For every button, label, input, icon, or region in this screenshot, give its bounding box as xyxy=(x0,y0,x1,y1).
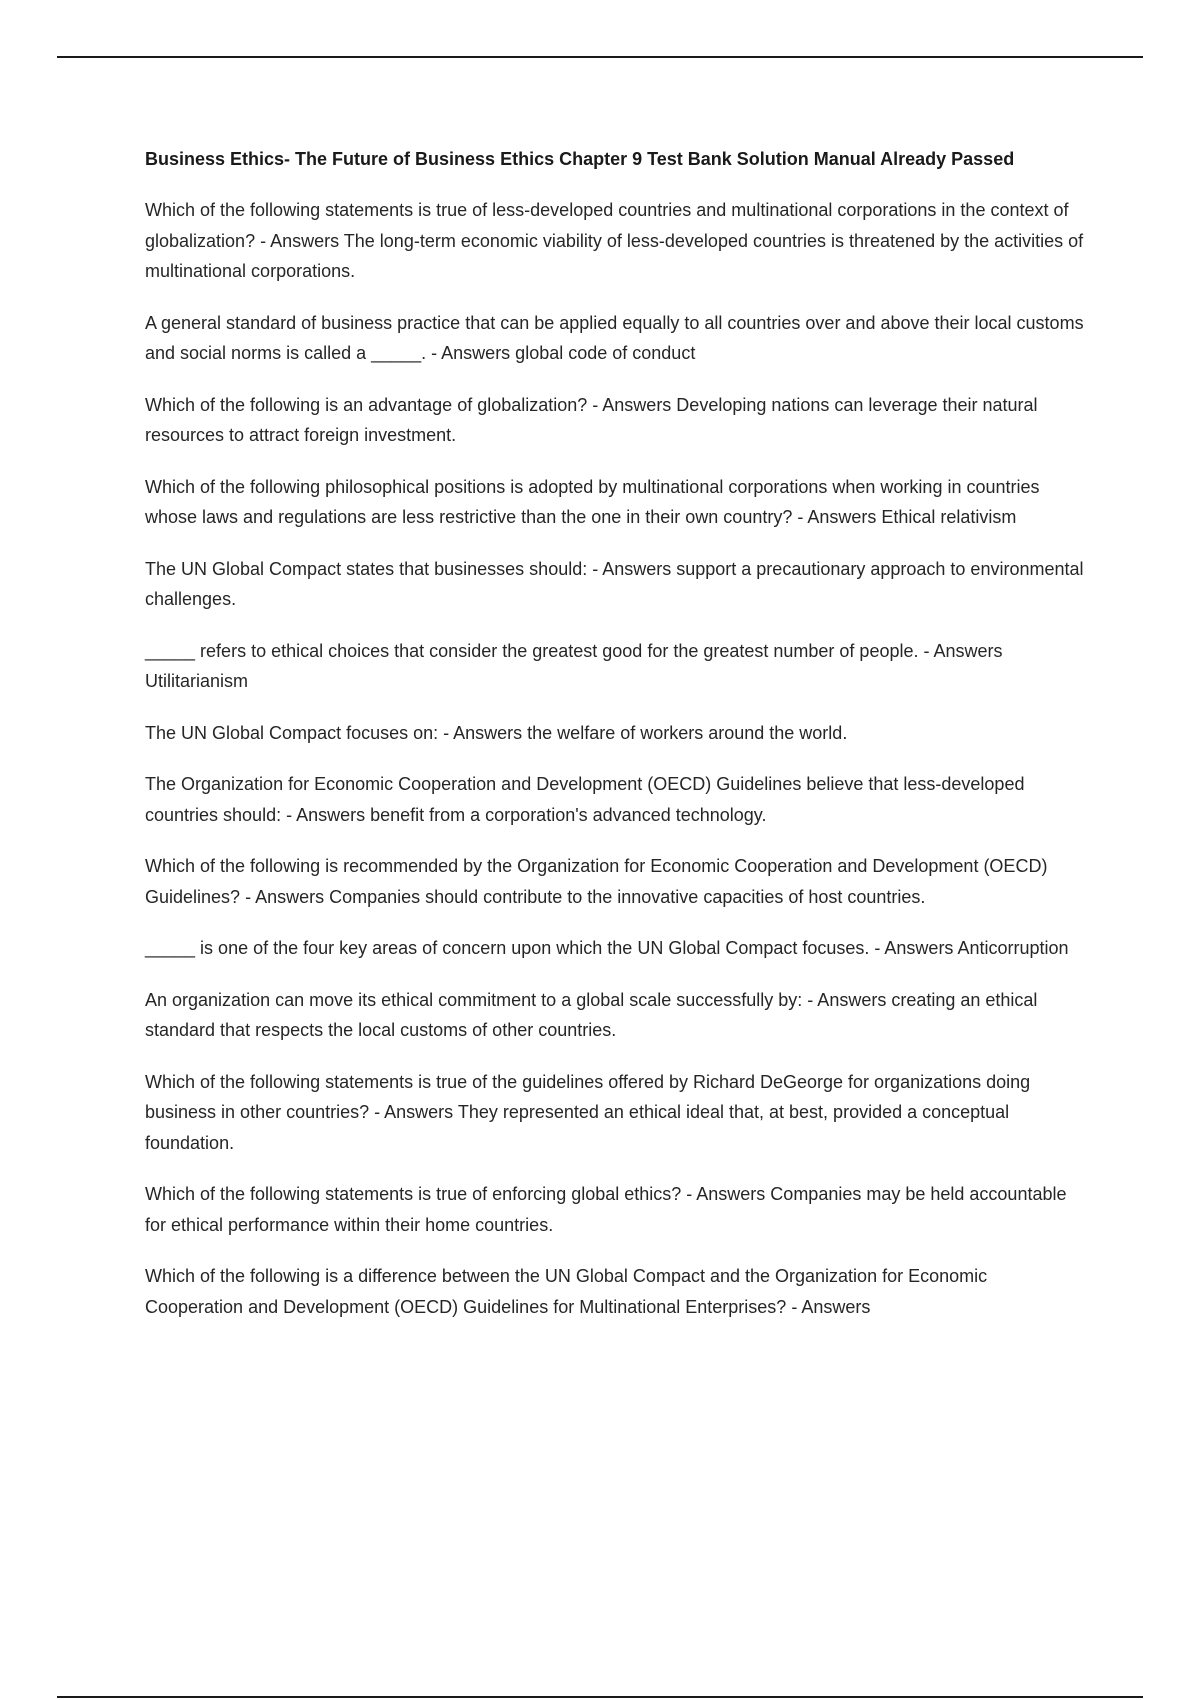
qa-entry: A general standard of business practice that can be applied equally to all countries over and above their local customs and social norms is called a _____. - Answers global code of conduct xyxy=(145,312,1084,363)
qa-entry: Which of the following statements is true of the guidelines offered by Richard DeGeorge for organizations doing business in other countries? - Answers They represented an ethical ideal that, at best, provided a conceptual foundation. xyxy=(145,1071,1031,1153)
qa-entry: The Organization for Economic Cooperation and Development (OECD) Guidelines believe that less-developed countries should: - Answers benefit from a corporation's advanced technology. xyxy=(145,774,1025,825)
qa-entry: Which of the following statements is true of less-developed countries and multinational corporations in the context of globalization? - Answers The long-term economic viability of less-developed countries is threatened by the activities of multinational corporations. xyxy=(145,200,1084,281)
qa-entry: Which of the following statements is true of enforcing global ethics? - Answers Companies may be held accountable for ethical performance within their home countries. xyxy=(145,1184,1067,1235)
footer-rule xyxy=(57,1696,1143,1698)
qa-entry: Which of the following philosophical positions is adopted by multinational corporations when working in countries whose laws and regulations are less restrictive than the one in their own country? - Answers Ethical relativism xyxy=(145,476,1040,527)
qa-entry: Which of the following is a difference between the UN Global Compact and the Organization for Economic Cooperation and Development (OECD) Guidelines for Multinational Enterprises? - Answers xyxy=(145,1266,988,1317)
document-title: Business Ethics- The Future of Business Ethics Chapter 9 Test Bank Solution Manual Already Passed xyxy=(145,149,1015,169)
qa-entry: An organization can move its ethical commitment to a global scale successfully by: - Answers creating an ethical standard that respects the local customs of other countries. xyxy=(145,989,1038,1040)
document-body xyxy=(145,145,1090,1343)
qa-entry: _____ is one of the four key areas of concern upon which the UN Global Compact focuses. - Answers Anticorruption xyxy=(145,938,1069,958)
qa-entry: The UN Global Compact states that businesses should: - Answers support a precautionary approach to environmental challenges. xyxy=(145,558,1084,609)
qa-entry: Which of the following is recommended by the Organization for Economic Cooperation and Development (OECD) Guidelines? - Answers Companies should contribute to the innovative capacities of host countries. xyxy=(145,856,1048,907)
qa-entry: The UN Global Compact focuses on: - Answers the welfare of workers around the world. xyxy=(145,722,848,743)
qa-entry: Which of the following is an advantage of globalization? - Answers Developing nations can leverage their natural resources to attract foreign investment. xyxy=(145,394,1038,445)
qa-entry: _____ refers to ethical choices that consider the greatest good for the greatest number of people. - Answers Utilitarianism xyxy=(145,640,1003,691)
header-rule xyxy=(57,56,1143,58)
